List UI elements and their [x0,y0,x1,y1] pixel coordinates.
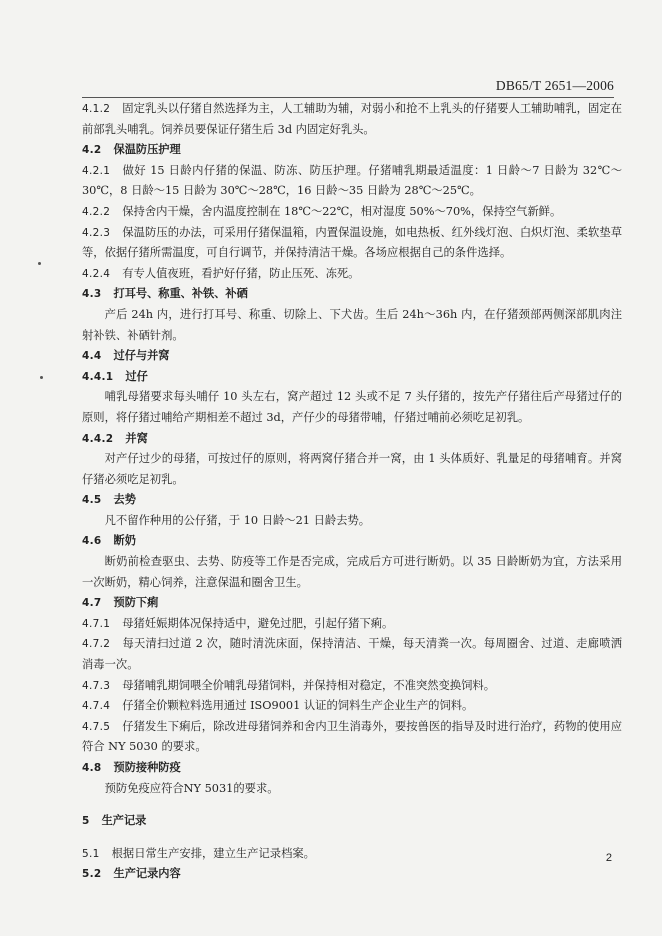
paragraph-text: 做好 15 日龄内仔猪的保温、防冻、防压护理。仔猪哺乳期最适温度：1 日龄～7 日龄为 32℃～30℃，8 日龄～15 日龄为 30℃～28℃，16 日龄～35 日龄为 28℃～25℃。 [82,163,622,198]
paragraph-number: 4.7.3 [82,679,111,692]
numbered-paragraph [82,614,622,635]
numbered-paragraph [82,696,622,717]
section-number: 4.3 [82,288,102,301]
section-heading [82,490,622,511]
section-number: 4.5 [82,494,102,507]
document-body [82,99,622,885]
section-title: 过仔与并窝 [113,349,170,363]
numbered-paragraph [82,634,622,675]
paragraph-text: 有专人值夜班，看护好仔猪，防止压死、冻死。 [122,266,360,280]
section-title: 生产记录 [101,814,147,828]
paragraph-number: 4.7.2 [82,638,111,651]
section-number: 5.2 [82,868,102,881]
numbered-paragraph [82,223,622,264]
paragraph-text: 保持舍内干燥，舍内温度控制在 18℃～22℃，相对湿度 50%～70%，保持空气新鲜。 [122,204,562,218]
paragraph-number: 4.2.3 [82,226,111,239]
paragraph-text: 固定乳头以仔猪自然选择为主，人工辅助为辅，对弱小和抢不上乳头的仔猪要人工辅助哺乳，固定在前部乳头哺乳。饲养员要保证仔猪生后 3d 内固定好乳头。 [82,102,622,136]
numbered-paragraph [82,202,622,223]
paragraph-text: 保温防压的办法，可采用仔猪保温箱，内置保温设施，如电热板、红外线灯泡、白炽灯泡、柔软垫草等，依据仔猪所需温度，可自行调节，并保持清洁干燥。各场应根据自己的条件选择。 [82,225,622,260]
section-number: 4.6 [82,535,102,548]
numbered-paragraph [82,676,622,697]
section-number: 5 [82,815,90,828]
paragraph-text: 母猪哺乳期饲喂全价哺乳母猪饲料，并保持相对稳定，不准突然变换饲料。 [122,678,496,692]
paragraph-text: 仔猪全价颗粒料选用通过 ISO9001 认证的饲料生产企业生产的饲料。 [122,699,474,713]
paragraph-text: 根据日常生产安排，建立生产记录档案。 [111,846,315,860]
section-number: 4.2 [82,144,102,157]
body-paragraph: 哺乳母猪要求每头哺仔 10 头左右，窝产超过 12 头或不足 7 头仔猪的，按先产仔猪往后产母猪过仔的原则，将仔猪过哺给产期相差不超过 3d，产仔少的母猪带哺，仔猪过哺前必须吃足初乳。 [82,390,622,424]
paragraph-number: 5.1 [82,847,100,860]
section-title: 预防接种防疫 [113,761,181,774]
body-paragraph: 产后 24h 内，进行打耳号、称重、切除上、下犬齿。生后 24h～36h 内，在仔猪颈部两侧深部肌肉注射补铁、补硒针剂。 [82,307,622,342]
section-number: 4.4 [82,350,102,363]
section-number: 4.7 [82,597,102,610]
spacer [82,832,622,844]
section-heading [82,758,622,779]
section-number: 4.4.1 [82,370,114,383]
section-title: 保温防压护理 [113,143,181,157]
numbered-paragraph [82,99,622,140]
section-number: 4.4.2 [82,432,114,445]
scan-speck [40,376,43,379]
section-title: 并窝 [125,431,148,445]
body-paragraph: 断奶前检查驱虫、去势、防疫等工作是否完成，完成后方可进行断奶。以 35 日龄断奶为宜，方法采用一次断奶，精心饲养，注意保温和圈舍卫生。 [82,555,622,589]
spacer [82,799,622,811]
section-title: 断奶 [113,534,136,548]
numbered-paragraph [82,264,622,285]
paragraph-number: 4.2.2 [82,205,111,218]
section-title: 生产记录内容 [113,867,181,881]
section-heading [82,864,622,885]
chapter-heading [82,811,622,832]
paragraph-text: 每天清扫过道 2 次，随时清洗床面，保持清洁、干燥，每天清粪一次。每周圈舍、过道、走廊喷洒消毒一次。 [82,637,622,672]
standard-code: DB65/T 2651—2006 [495,78,614,93]
section-heading [82,593,622,614]
numbered-paragraph [82,844,622,865]
paragraph-text: 仔猪发生下痢后，除改进母猪饲养和舍内卫生消毒外，要按兽医的指导及时进行治疗，药物的使用应符合 NY 5030 的要求。 [82,719,622,754]
paragraph-number: 4.1.2 [82,103,111,115]
section-heading [82,346,622,367]
section-title: 预防下痢 [113,596,159,610]
numbered-paragraph [82,161,622,202]
section-heading [82,429,622,450]
section-heading [82,367,622,388]
section-title: 过仔 [125,369,148,383]
body-paragraph: 凡不留作种用的公仔猪，于 10 日龄～21 日龄去势。 [104,513,371,527]
section-heading [82,531,622,552]
body-paragraph: 预防免疫应符合NY 5031的要求。 [104,781,279,795]
paragraph-number: 4.2.4 [82,267,111,280]
page-number: 2 [605,852,612,864]
paragraph-number: 4.7.5 [82,720,111,733]
paragraph-number: 4.7.1 [82,617,111,630]
header-rule [82,97,614,98]
numbered-paragraph [82,717,622,758]
paragraph-number: 4.7.4 [82,700,111,713]
section-number: 4.8 [82,762,102,774]
body-paragraph: 对产仔过少的母猪，可按过仔的原则，将两窝仔猪合并一窝，由 1 头体质好、乳量足的母猪哺育。并窝仔猪必须吃足初乳。 [82,452,622,486]
section-heading [82,140,622,161]
section-title: 打耳号、称重、补铁、补硒 [113,287,248,301]
section-title: 去势 [113,493,136,507]
paragraph-text: 母猪妊娠期体况保持适中，避免过肥，引起仔猪下痢。 [122,616,394,630]
paragraph-number: 4.2.1 [82,164,111,177]
scan-speck [38,262,41,265]
section-heading [82,284,622,305]
